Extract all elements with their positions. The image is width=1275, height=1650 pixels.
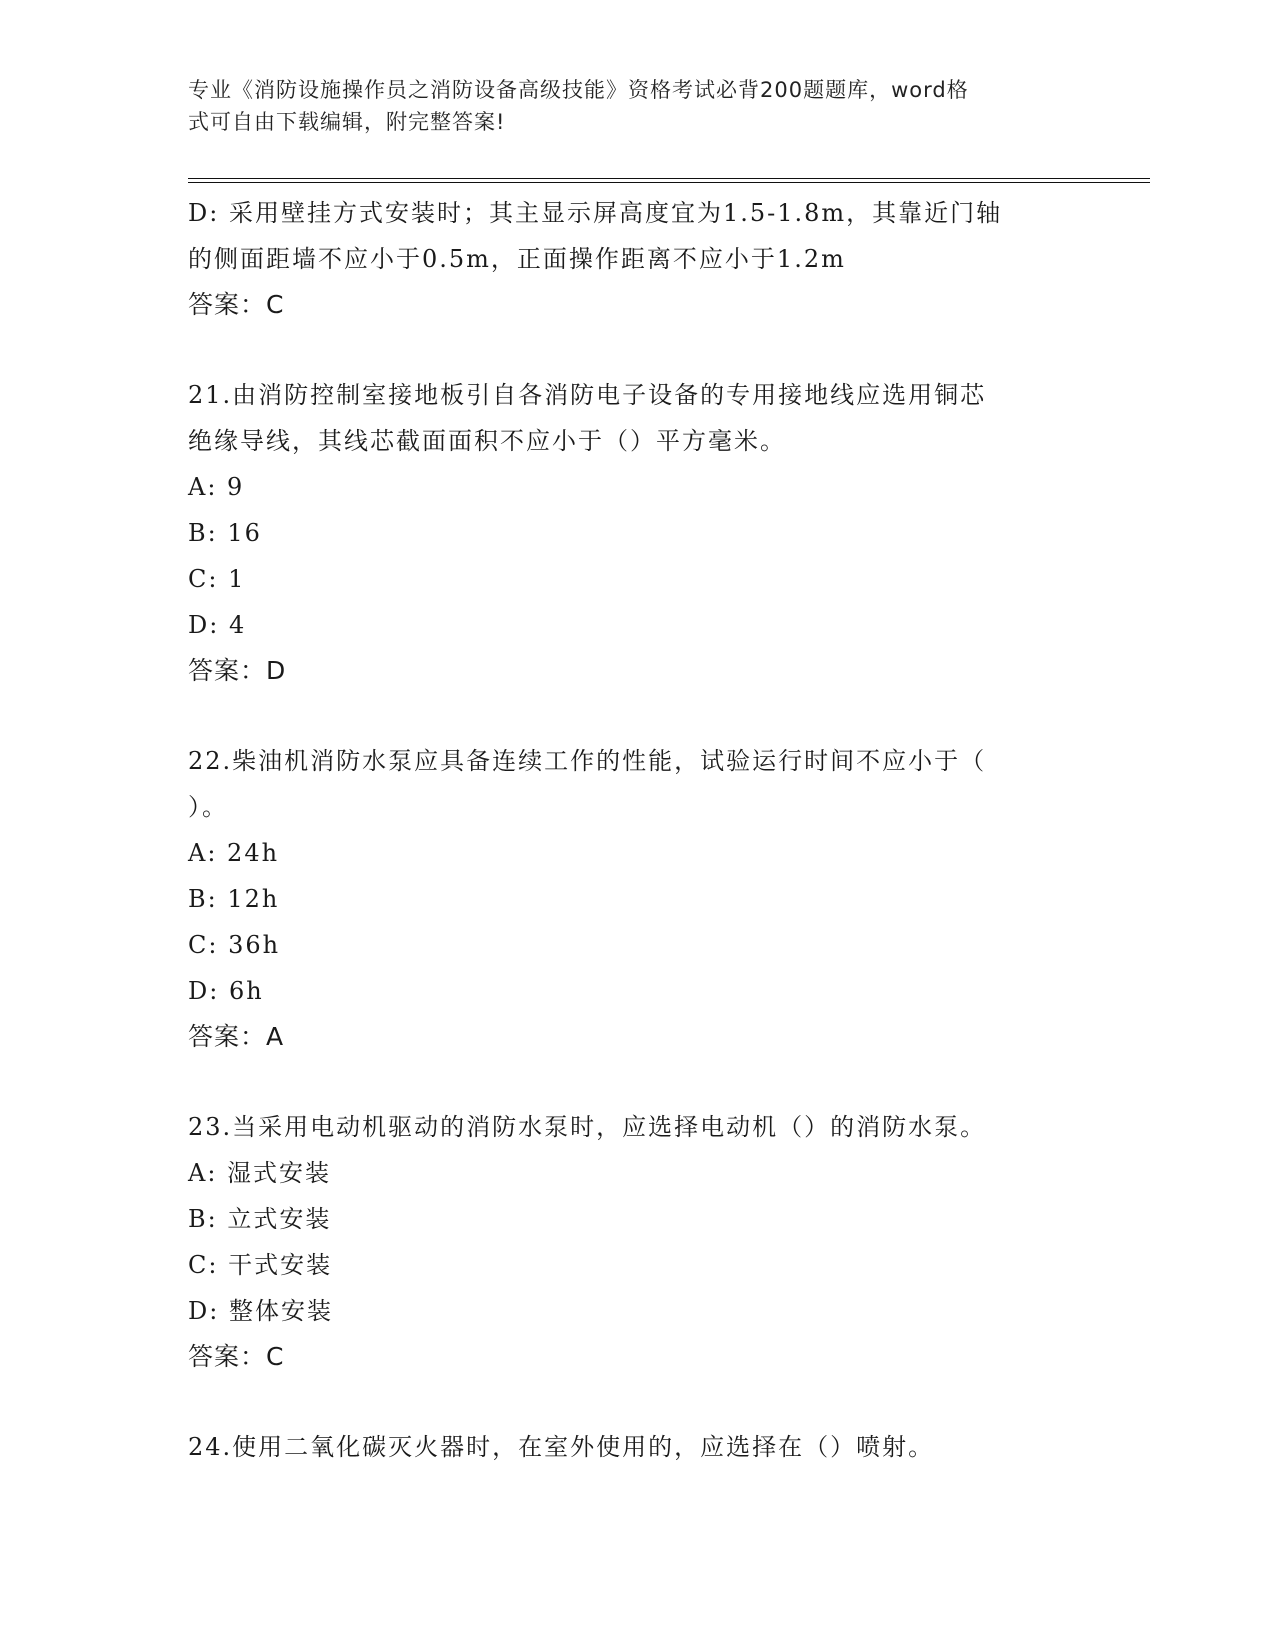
answer: 答案：A: [188, 1022, 285, 1051]
option-a: A: 24h: [188, 839, 280, 867]
question-22: [188, 738, 1088, 1060]
header-line-1: 专业《消防设施操作员之消防设备高级技能》资格考试必背200题题库，word格: [188, 78, 969, 102]
question-20-tail: [188, 190, 1088, 328]
option-c: C: 1: [188, 565, 246, 593]
question-stem: 22.柴油机消防水泵应具备连续工作的性能，试验运行时间不应小于（: [188, 747, 987, 775]
question-list: [188, 190, 1088, 1470]
option-c: C: 36h: [188, 931, 281, 959]
option-c: C: 干式安装: [188, 1251, 333, 1279]
option-b: B: 12h: [188, 885, 280, 913]
option-d: D: 4: [188, 611, 247, 639]
option-a: A: 湿式安装: [188, 1159, 332, 1187]
option-b: B: 16: [188, 519, 262, 547]
option-a: A: 9: [188, 473, 245, 501]
answer: 答案：C: [188, 290, 285, 319]
header-divider-top: [188, 178, 1150, 179]
question-24: [188, 1424, 1088, 1470]
question-stem: 21.由消防控制室接地板引自各消防电子设备的专用接地线应选用铜芯: [188, 381, 987, 409]
question-23: [188, 1104, 1088, 1380]
option-d-continued: 的侧面距墙不应小于0.5m，正面操作距离不应小于1.2m: [188, 245, 846, 273]
document-header: [188, 74, 1068, 138]
option-d: D: 整体安装: [188, 1297, 333, 1325]
question-21: [188, 372, 1088, 694]
option-b: B: 立式安装: [188, 1205, 332, 1233]
question-stem-continued: 绝缘导线，其线芯截面面积不应小于（）平方毫米。: [188, 427, 786, 455]
option-d: D: 采用壁挂方式安装时；其主显示屏高度宜为1.5-1.8m，其靠近门轴: [188, 199, 1003, 227]
answer: 答案：C: [188, 1342, 285, 1371]
question-stem: 24.使用二氧化碳灭火器时，在室外使用的，应选择在（）喷射。: [188, 1433, 935, 1461]
question-stem-continued: ）。: [188, 793, 228, 821]
answer: 答案：D: [188, 656, 287, 685]
question-stem: 23.当采用电动机驱动的消防水泵时，应选择电动机（）的消防水泵。: [188, 1113, 987, 1141]
option-d: D: 6h: [188, 977, 264, 1005]
header-line-2: 式可自由下载编辑，附完整答案!: [188, 110, 506, 134]
header-divider-bottom: [188, 182, 1150, 183]
